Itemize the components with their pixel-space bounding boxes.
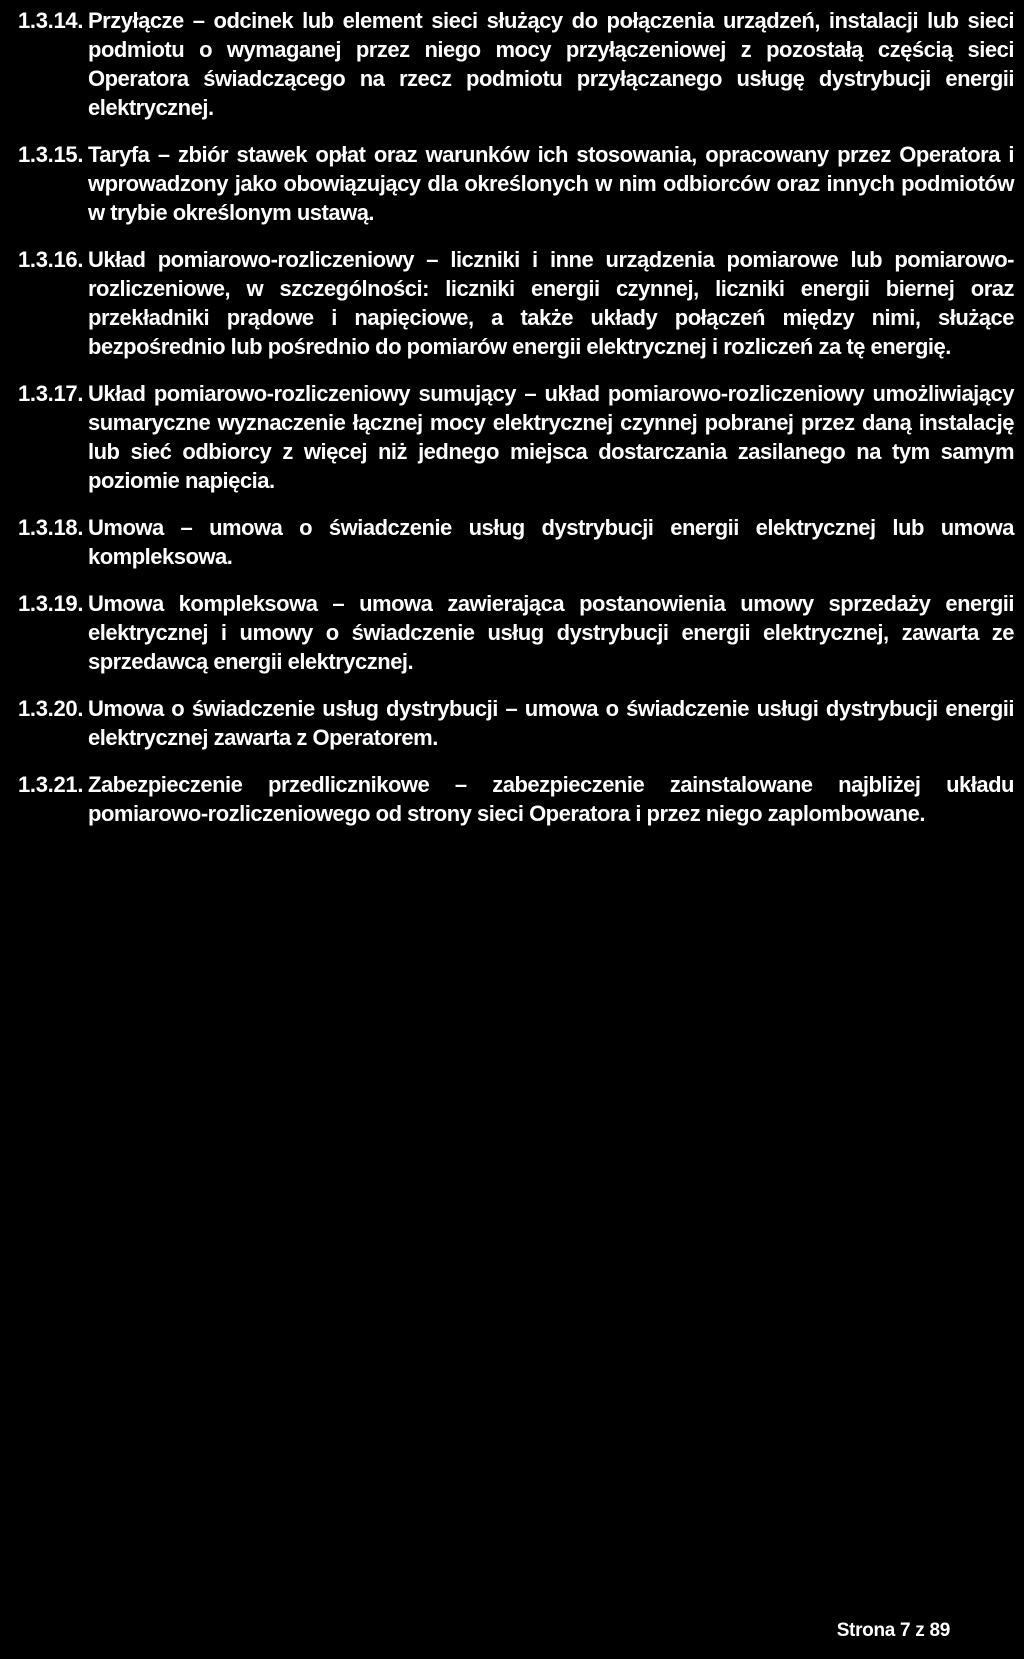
definition-text: Układ pomiarowo-rozliczeniowy – liczniki i inne urządzenia pomiarowe lub pomiarowo-rozliczeniowe, w szczególności: liczniki energii czynnej, liczniki energii biernej oraz przekładniki prądowe i napięciowe, a także układy połączeń między nimi, służące bezpośrednio lub pośrednio do pomiarów energii elektrycznej i rozliczeń za tę energię. — [88, 247, 1014, 359]
definition-item — [18, 770, 1014, 828]
definition-number: 1.3.19. — [18, 591, 84, 616]
definition-number: 1.3.14. — [18, 8, 84, 33]
definition-text: Taryfa – zbiór stawek opłat oraz warunków ich stosowania, opracowany przez Operatora i wprowadzony jako obowiązujący dla określonych w nim odbiorców oraz innych podmiotów w trybie określonym ustawą. — [88, 142, 1014, 225]
definitions-list — [18, 6, 1014, 846]
definition-text: Umowa o świadczenie usług dystrybucji – umowa o świadczenie usługi dystrybucji energii elektrycznej zawarta z Operatorem. — [88, 696, 1014, 750]
definition-item — [18, 513, 1014, 571]
definition-text: Układ pomiarowo-rozliczeniowy sumujący – układ pomiarowo-rozliczeniowy umożliwiający sumaryczne wyznaczenie łącznej mocy elektrycznej czynnej pobranej przez daną instalację lub sieć odbiorcy z więcej niż jednego miejsca dostarczania zasilanego na tym samym poziomie napięcia. — [88, 381, 1014, 493]
definition-item — [18, 694, 1014, 752]
definition-number: 1.3.17. — [18, 381, 84, 406]
definition-text: Umowa – umowa o świadczenie usług dystrybucji energii elektrycznej lub umowa kompleksowa. — [88, 515, 1014, 569]
definition-number: 1.3.21. — [18, 772, 84, 797]
definition-item — [18, 140, 1014, 227]
definition-text: Zabezpieczenie przedlicznikowe – zabezpieczenie zainstalowane najbliżej układu pomiarowo-rozliczeniowego od strony sieci Operatora i przez niego zaplombowane. — [88, 772, 1014, 826]
definition-text: Umowa kompleksowa – umowa zawierająca postanowienia umowy sprzedaży energii elektrycznej i umowy o świadczenie usług dystrybucji energii elektrycznej, zawarta ze sprzedawcą energii elektrycznej. — [88, 591, 1014, 674]
definition-item — [18, 245, 1014, 361]
definition-item — [18, 6, 1014, 122]
definition-item — [18, 589, 1014, 676]
definition-number: 1.3.18. — [18, 515, 84, 540]
definition-number: 1.3.15. — [18, 142, 84, 167]
definition-number: 1.3.20. — [18, 696, 84, 721]
definition-item — [18, 379, 1014, 495]
definition-number: 1.3.16. — [18, 247, 84, 272]
page-number-footer: Strona 7 z 89 — [836, 1620, 950, 1641]
definition-text: Przyłącze – odcinek lub element sieci służący do połączenia urządzeń, instalacji lub sieci podmiotu o wymaganej przez niego mocy przyłączeniowej z pozostałą częścią sieci Operatora świadczącego na rzecz podmiotu przyłączanego usługę dystrybucji energii elektrycznej. — [88, 8, 1014, 120]
